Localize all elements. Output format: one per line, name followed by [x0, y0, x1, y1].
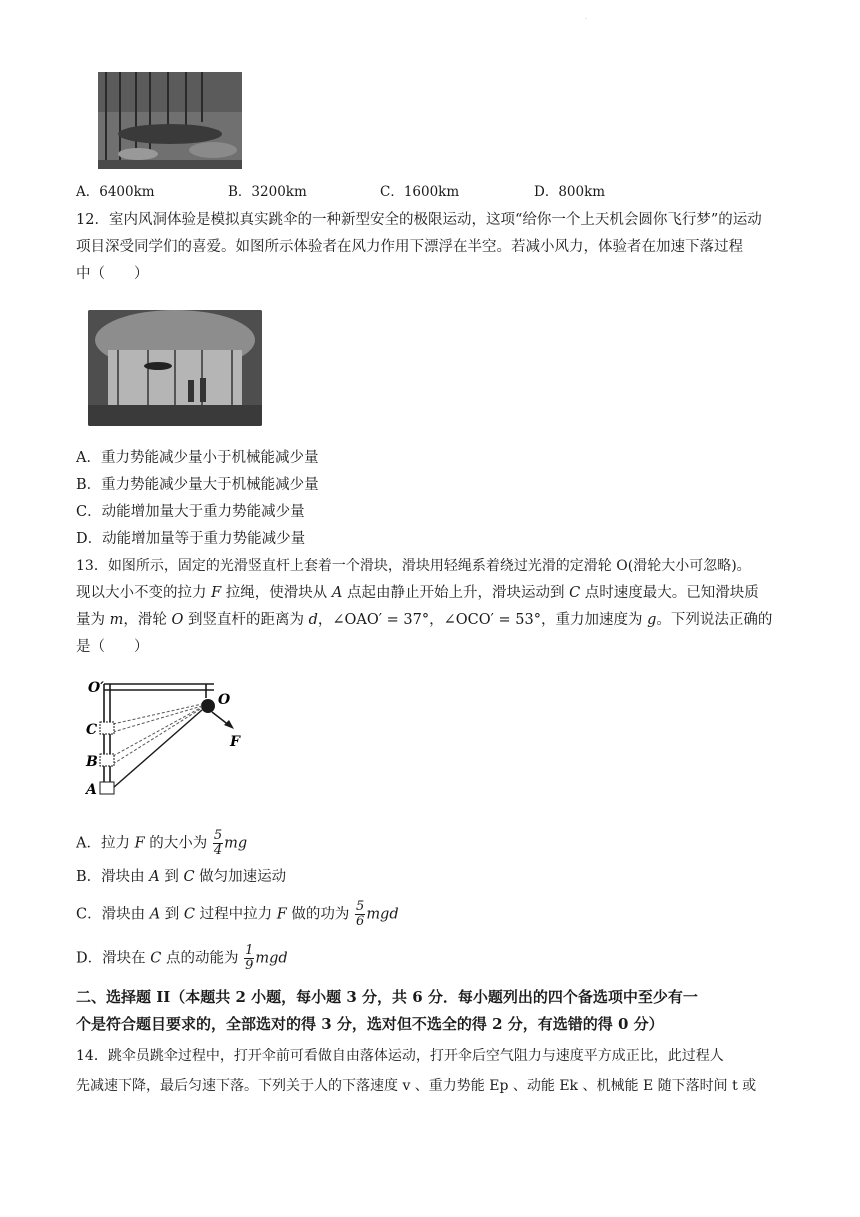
slider-a: [100, 782, 114, 794]
q12-line-3: 中（ ）: [76, 266, 149, 282]
q14-line-2: 先减速下降，最后匀速下落。下列关于人的下落速度 v 、重力势能 Ep 、动能 Ek 、机械能 E 随下落时间 t 或: [76, 1078, 757, 1094]
q12-option-b: B．重力势能减少量大于机械能减少量: [76, 477, 319, 493]
q12-option-c: C．动能增加量大于重力势能减少量: [76, 504, 305, 520]
label-c: C: [86, 722, 98, 738]
q13-line-3: 量为 m，滑轮 O 到竖直杆的距离为 d，∠OAO′ = 37°，∠OCO′ = 53°，重力加速度为 g。下列说法正确的: [76, 612, 773, 628]
q13-option-b: B．滑块由 A 到 C 做匀加速运动: [76, 869, 287, 885]
slider-c: [100, 722, 114, 734]
section-2-heading-2: 个是符合题目要求的，全部选对的得 3 分，选对但不选全的得 2 分，有选错的得 0 分）: [76, 1015, 664, 1033]
q13-line-2: 现以大小不变的拉力 F 拉绳，使滑块从 A 点起由静止开始上升，滑块运动到 C 点时速度最大。已知滑块质: [76, 585, 759, 601]
label-o-prime: O′: [88, 680, 104, 696]
q13-option-d: D．滑块在 C 点的动能为 $\frac{1}{9}$ mgd: [76, 943, 288, 973]
header-dot: ·: [585, 16, 587, 23]
q12-option-d: D．动能增加量等于重力势能减少量: [76, 531, 306, 547]
diagram-frame: [104, 684, 214, 794]
q11-option-a: A．6400km: [76, 184, 155, 200]
q12-line-2: 项目深受同学们的喜爱。如图所示体验者在风力作用下漂浮在半空。若减小风力，体验者在加速下落过程: [76, 239, 743, 255]
pulley-icon: [201, 699, 215, 713]
q13-option-a: A．拉力 F 的大小为 $\frac{5}{4}$ mg: [76, 828, 248, 858]
label-o: O: [218, 692, 231, 708]
q11-option-b: B．3200km: [228, 184, 307, 200]
q12-line-1: 12．室内风洞体验是模拟真实跳伞的一种新型安全的极限运动，这项“给你一个上天机会圆你飞行梦”的运动: [76, 212, 762, 228]
section-2-heading-1: 二、选择题 II（本题共 2 小题，每小题 3 分，共 6 分．每小题列出的四个备选项中至少有一: [76, 988, 698, 1006]
q11-option-d: D．800km: [534, 184, 606, 200]
q12-option-a: A．重力势能减少量小于机械能减少量: [76, 450, 319, 466]
skydiving-photo: [98, 72, 242, 169]
label-a: A: [86, 782, 97, 798]
wind-tunnel-photo: [88, 310, 262, 426]
label-b: B: [86, 754, 98, 770]
label-f: F: [230, 734, 240, 750]
slider-b: [100, 754, 114, 766]
q13-line-1: 13．如图所示，固定的光滑竖直杆上套着一个滑块，滑块用轻绳系着绕过光滑的定滑轮 O(滑轮大小可忽略)。: [76, 558, 751, 574]
q13-line-4: 是（ ）: [76, 639, 149, 655]
q14-line-1: 14．跳伞员跳伞过程中，打开伞前可看做自由落体运动，打开伞后空气阻力与速度平方成正比，此过程人: [76, 1048, 724, 1064]
pulley-diagram: [84, 676, 254, 802]
force-arrow-icon: [224, 720, 234, 729]
q13-option-c: C．滑块由 A 到 C 过程中拉力 F 做的功为 $\frac{5}{6}$ mgd: [76, 899, 399, 929]
q11-option-c: C．1600km: [380, 184, 460, 200]
